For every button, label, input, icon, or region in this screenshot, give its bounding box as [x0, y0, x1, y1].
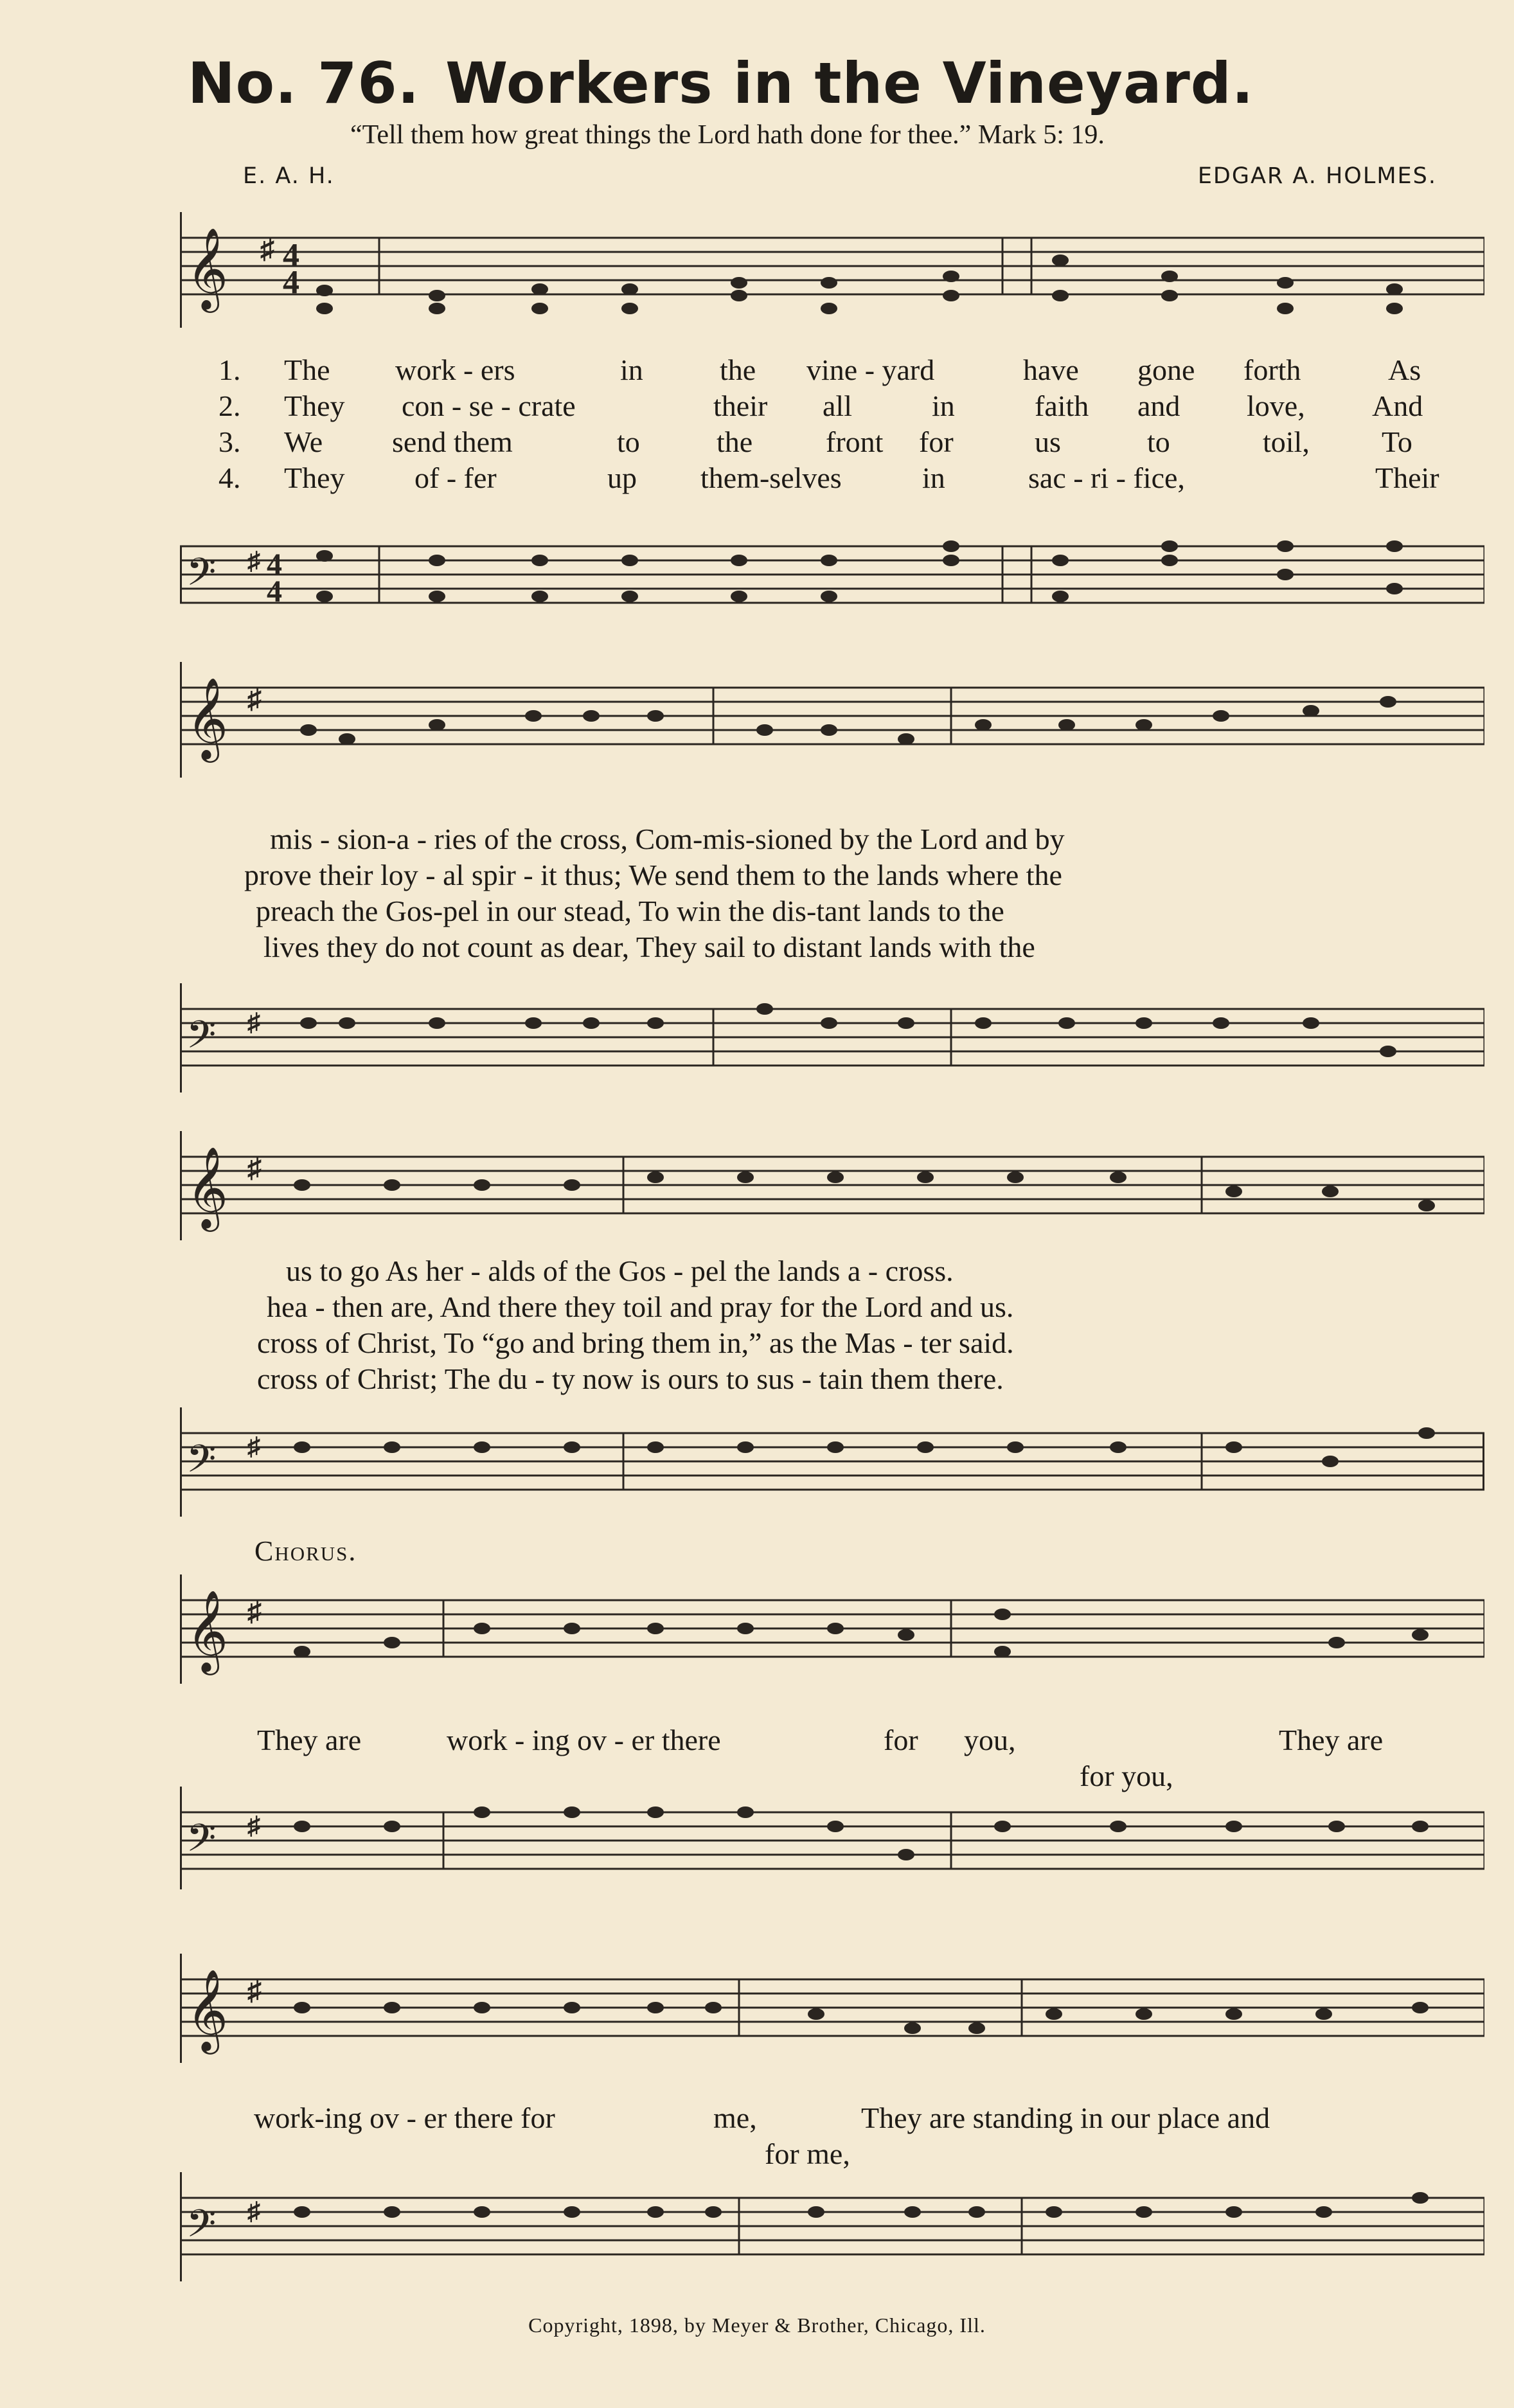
treble-staff-1: [180, 212, 1484, 328]
chorus-bass-staff-1: [180, 1780, 1484, 1896]
chorus-lyrics-2: work-ing ov - er there for me, They are standing in our place and for me,: [180, 2100, 1484, 2172]
verse-lyrics-system-2: [180, 821, 1484, 965]
lyricist-credit: E. A. H.: [243, 163, 335, 189]
chorus-alto-echo-2: for me,: [765, 2137, 850, 2170]
svg-text:4: 4: [267, 548, 282, 582]
bass-staff-system-3: [180, 1407, 1484, 1523]
svg-text:♯: ♯: [247, 546, 260, 575]
hymn-number: No. 76.: [188, 50, 420, 116]
verse-lyrics-system-3: [180, 1253, 1484, 1397]
svg-text:𝄞: 𝄞: [186, 229, 229, 308]
svg-text:4: 4: [267, 575, 282, 609]
svg-text:𝄢: 𝄢: [186, 1014, 217, 1066]
verse-1-line-2: mis - sion-a - ries of the cross, Com-mis-sioned by the Lord and by: [270, 823, 1065, 855]
svg-text:𝄢: 𝄢: [186, 2203, 217, 2254]
verse-4-line-3: cross of Christ; The du - ty now is ours to sus - tain them there.: [257, 1362, 1004, 1395]
chorus-treble-staff-1: [180, 1568, 1484, 1697]
svg-text:♯: ♯: [247, 683, 262, 715]
chorus-lyrics-1: They are work - ing ov - er there for you, They are for you,: [180, 1722, 1484, 1794]
chorus-treble-staff-2: [180, 1947, 1484, 2076]
scripture-reference: “Tell them how great things the Lord hath done for thee.” Mark 5: 19.: [350, 120, 1105, 150]
svg-text:♯: ♯: [247, 2197, 260, 2225]
verse-3-line-3: cross of Christ, To “go and bring them in,” as the Mas - ter said.: [257, 1326, 1014, 1359]
svg-text:𝄞: 𝄞: [186, 679, 229, 758]
verse-3-line-2: preach the Gos-pel in our stead, To win the dis-tant lands to the: [256, 895, 1004, 927]
svg-text:♯: ♯: [247, 1811, 260, 1840]
verse-2-line-2: prove their loy - al spir - it thus; We send them to the lands where the: [244, 859, 1062, 891]
svg-text:𝄞: 𝄞: [186, 1971, 229, 2049]
svg-text:♯: ♯: [247, 1975, 262, 2006]
chorus-bass-staff-2: [180, 2172, 1484, 2288]
verse-3-line-1: 3. We send them to the front for us to toil, To: [218, 425, 1412, 458]
chorus-label: Chorus.: [254, 1535, 357, 1567]
verse-2-line-1: 2. They con - se - crate their all in faith and love, And: [218, 389, 1423, 422]
composer-credit: EDGAR A. HOLMES.: [1197, 163, 1437, 189]
svg-text:♯: ♯: [247, 1596, 262, 1627]
svg-text:𝄢: 𝄢: [186, 1817, 217, 1869]
svg-text:4: 4: [283, 264, 299, 301]
svg-text:𝄢: 𝄢: [186, 551, 217, 603]
svg-text:4: 4: [283, 237, 299, 274]
verse-1-line-1: 1. The work - ers in the vine - yard have gone forth As: [218, 353, 1421, 386]
verse-lyrics-system-1: [180, 352, 1484, 496]
svg-text:♯: ♯: [247, 1432, 260, 1461]
copyright-notice: Copyright, 1898, by Meyer & Brother, Chicago, Ill.: [528, 2314, 986, 2337]
svg-text:♯: ♯: [260, 233, 274, 265]
chorus-alto-echo-1: for you,: [1080, 1760, 1173, 1792]
music-system-1: [180, 212, 1484, 328]
svg-text:𝄞: 𝄞: [186, 1148, 229, 1227]
hymn-title-text: Workers in the Vineyard.: [445, 50, 1254, 116]
svg-text:𝄞: 𝄞: [186, 1592, 229, 1670]
hymn-title: [188, 50, 1254, 116]
bass-staff-system-1: [180, 508, 1484, 636]
verse-1-line-3: us to go As her - alds of the Gos - pel the lands a - cross.: [286, 1254, 954, 1287]
music-system-3: [180, 1125, 1484, 1253]
music-system-2: [180, 649, 1484, 790]
svg-text:♯: ♯: [247, 1152, 262, 1184]
bass-staff-system-2: [180, 977, 1484, 1105]
svg-text:♯: ♯: [247, 1008, 260, 1037]
svg-text:𝄢: 𝄢: [186, 1438, 217, 1490]
verse-4-line-2: lives they do not count as dear, They sail to distant lands with the: [263, 931, 1035, 963]
verse-2-line-3: hea - then are, And there they toil and pray for the Lord and us.: [267, 1290, 1014, 1323]
verse-4-line-1: 4. They of - fer up them-selves in sac - ri - fice, Their: [218, 461, 1439, 494]
